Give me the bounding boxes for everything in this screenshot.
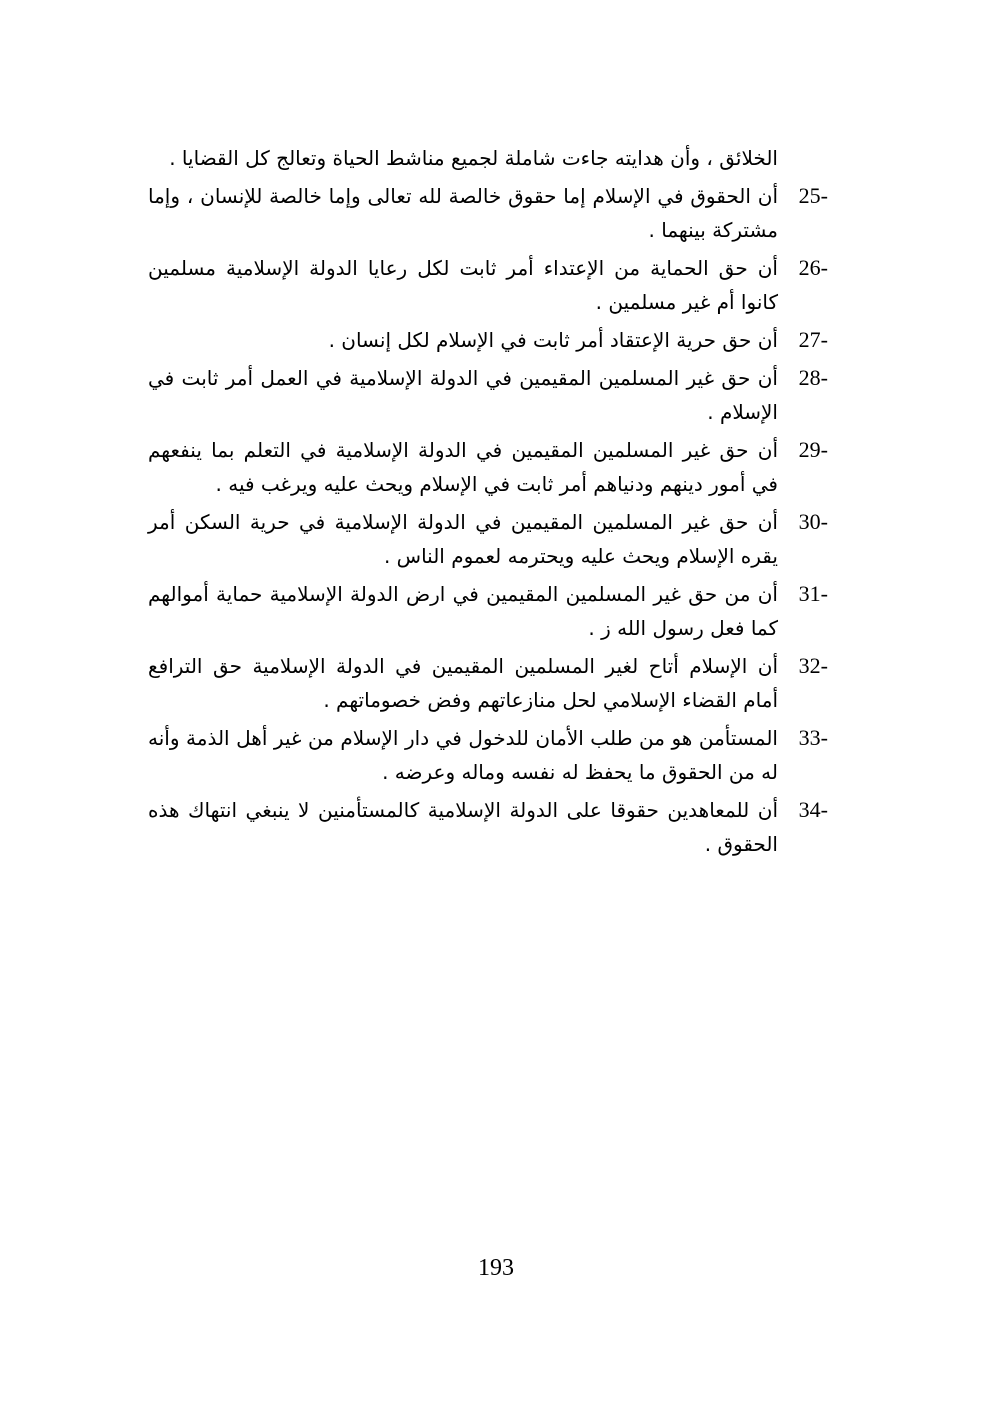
list-item: [148, 505, 828, 573]
body-text: [148, 141, 828, 865]
list-item: [148, 721, 828, 789]
list-item: [148, 577, 828, 645]
list-item: [148, 361, 828, 429]
list-item: [148, 323, 828, 357]
list-item: [148, 179, 828, 247]
list-item: [148, 649, 828, 717]
intro-paragraph: الخلائق ، وأن هدايته جاءت شاملة لجميع مناشط الحياة وتعالج كل القضايا .: [169, 146, 778, 170]
item-number: 32-: [798, 653, 828, 678]
item-number: 25-: [798, 183, 828, 208]
list-item: [148, 251, 828, 319]
item-text: أن حق غير المسلمين المقيمين في الدولة الإسلامية في التعلم بما ينفعهم في أمور دينهم ودنياهم أمر ثابت في الإسلام ويحث عليه ويرغب فيه .: [148, 438, 778, 496]
item-number: 29-: [798, 437, 828, 462]
list-item: [148, 433, 828, 501]
item-number: 26-: [798, 255, 828, 280]
item-text: أن الحقوق في الإسلام إما حقوق خالصة لله تعالى وإما خالصة للإنسان ، وإما مشتركة بينهما .: [148, 184, 778, 242]
item-text: أن حق غير المسلمين المقيمين في الدولة الإسلامية في حرية السكن أمر يقره الإسلام ويحث عليه ويحترمه لعموم الناس .: [148, 510, 778, 568]
item-text: أن من حق غير المسلمين المقيمين في ارض الدولة الإسلامية حماية أموالهم كما فعل رسول الله ز .: [148, 582, 778, 640]
item-number: 27-: [798, 327, 828, 352]
item-number: 28-: [798, 365, 828, 390]
item-text: المستأمن هو من طلب الأمان للدخول في دار الإسلام من غير أهل الذمة وأنه له من الحقوق ما يحفظ له نفسه وماله وعرضه .: [148, 726, 778, 784]
item-text: أن حق غير المسلمين المقيمين في الدولة الإسلامية في العمل أمر ثابت في الإسلام .: [148, 366, 778, 424]
item-number: 31-: [798, 581, 828, 606]
page-number: 193: [478, 1255, 514, 1281]
item-text: أن الإسلام أتاح لغير المسلمين المقيمين في الدولة الإسلامية حق الترافع أمام القضاء الإسلامي لحل منازعاتهم وفض خصوماتهم .: [148, 654, 778, 712]
item-text: أن حق الحماية من الإعتداء أمر ثابت لكل رعايا الدولة الإسلامية مسلمين كانوا أم غير مسلمين .: [148, 256, 778, 314]
item-text: أن حق حرية الإعتقاد أمر ثابت في الإسلام لكل إنسان .: [328, 328, 778, 352]
item-number: 33-: [798, 725, 828, 750]
list-item: [148, 793, 828, 861]
item-number: 30-: [798, 509, 828, 534]
item-text: أن للمعاهدين حقوقا على الدولة الإسلامية كالمستأمنين لا ينبغي انتهاك هذه الحقوق .: [148, 798, 778, 856]
item-number: 34-: [798, 797, 828, 822]
